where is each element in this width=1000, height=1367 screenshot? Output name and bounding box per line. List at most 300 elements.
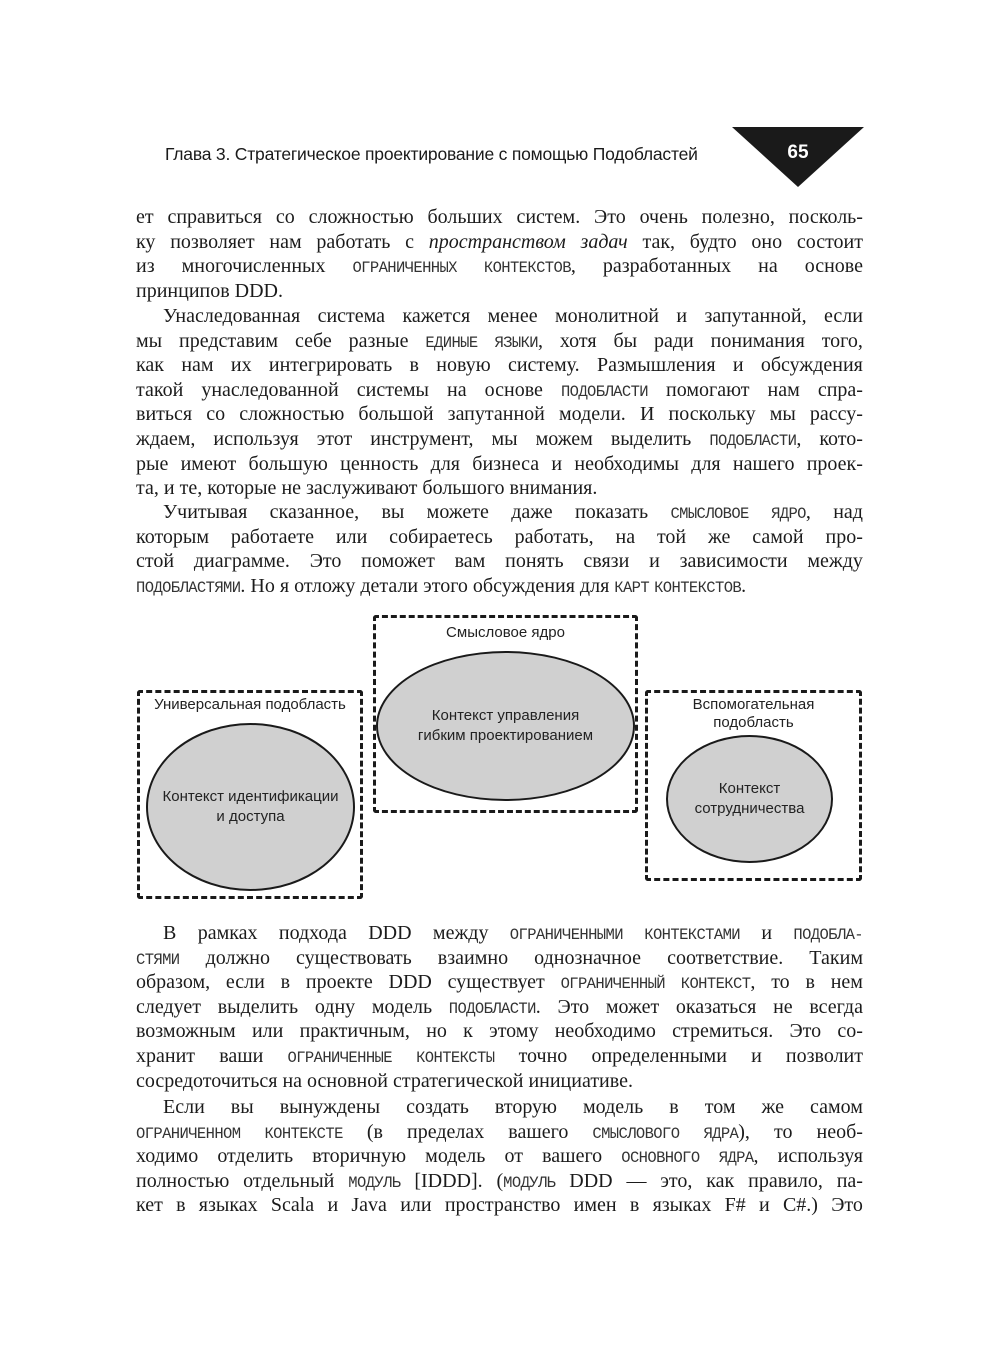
word: Но [250,574,275,597]
word: Это [789,1020,822,1043]
word: стратегической [392,1069,524,1092]
word: или [400,1194,432,1217]
word: образом, [136,971,211,994]
word: на [758,255,778,278]
word: отдельный [243,1169,335,1192]
text-line [136,574,863,599]
word: основе [804,255,863,278]
word: ОГРАНИЧЕННОМ [136,1124,241,1143]
word: и [551,452,563,475]
text-line [136,500,863,525]
word: стремиться. [672,1020,774,1043]
text-line [136,452,863,477]
word: Учитывая [163,501,248,523]
word: для [691,452,721,475]
word: взаимно [437,946,509,969]
word: больших [427,206,503,228]
text-line [136,1069,863,1094]
word: вашего [508,1120,569,1143]
text-line [136,921,863,946]
word: вы [381,501,405,523]
word: нам [181,354,214,377]
word: как [706,1169,735,1192]
word: той [656,525,687,548]
word: в [629,1194,640,1217]
word: рые [136,452,169,475]
paragraph [136,921,863,1093]
word: понять [505,550,564,573]
word: позволит [785,1044,863,1067]
word: СТЯМИ [136,950,180,969]
word: можете [426,501,489,523]
word: систему. [507,354,580,377]
word: виться [136,403,193,426]
word: в [805,971,815,994]
word: многочисленных [181,255,326,278]
word: внимания. [509,477,598,500]
word: КОНТЕКСТОВ, [483,255,576,278]
word: СМЫСЛОВОЕ [670,505,749,523]
word: разные [348,329,409,352]
word: ПОДОБЛА- [793,926,863,944]
word: рамках [197,922,258,944]
word: посколь- [788,206,863,228]
word: полезно, [701,206,775,228]
word: определенными [591,1044,727,1067]
word: КОНТЕКСТОВ. [654,574,747,597]
word: спра- [817,378,863,401]
word: Размышления [596,354,716,377]
word: если [225,971,265,994]
word: систем. [516,206,581,228]
text-line [136,353,863,378]
word: ПОДОБЛАСТЯМИ. [136,574,246,597]
word: существовать [296,946,412,969]
word: модель [425,1145,486,1168]
word: к [463,1020,473,1043]
word: этот [316,427,353,450]
word: бизнеса [472,452,540,475]
word: обсуждения [472,574,575,597]
word: пространством [428,230,566,253]
word: и [759,1194,770,1217]
word: КАРТ [614,578,650,597]
word: нам [767,378,800,401]
word: кото- [819,427,863,450]
word: бы [613,329,638,352]
word: необ- [816,1120,863,1143]
word: ОГРАНИЧЕННЫЕ [287,1048,392,1067]
text-line [136,205,863,230]
word: ЯДРА), [703,1120,750,1143]
bounded-context-label: Контекст сотрудничества [694,780,805,817]
word: задач [580,230,628,253]
word: хранит [136,1044,196,1067]
word: оказаться [675,995,757,1018]
word: и [676,305,688,327]
word: для [579,574,610,597]
supporting-subdomain-label: Вспомогательная подобласть [692,696,815,731]
word: или [335,525,368,548]
word: ради [654,329,694,352]
text-line [136,1019,863,1044]
text-line [136,549,863,574]
running-head-title: Глава 3. Стратегическое проектирование с помощью Подобластей [165,144,698,164]
word: необходимы [574,452,679,475]
word: ЯЗЫКИ, [494,329,543,352]
word: как [136,354,165,377]
word: и [751,1044,762,1067]
word: системы [356,378,429,401]
word: основе [484,378,543,401]
word: мы [769,403,796,426]
word: ЯДРО, [771,501,811,523]
word: со [206,403,226,426]
word: сказанное, [269,501,360,523]
word: но [426,1020,447,1043]
text-line [136,1193,863,1218]
word: в [409,354,419,377]
word: проек- [806,452,863,475]
word: Таким [809,946,863,969]
paragraph [136,500,863,598]
word: с [405,230,415,253]
word: модели. [558,403,626,426]
word: [IDDD]. [414,1169,483,1192]
word: работать, [514,525,594,548]
word: инструмент, [370,427,474,450]
word: ждаем, [136,427,196,450]
word: DDD [569,1169,613,1192]
word: это, [660,1169,693,1192]
word: рассу- [809,403,863,426]
word: правило, [748,1169,823,1192]
word: разработанных [602,255,732,278]
word: КОНТЕКСТЕ [264,1124,343,1143]
word: создать [406,1096,469,1118]
word: полностью [136,1169,230,1192]
word: будто [689,230,737,253]
word: ПОДОБЛАСТИ, [709,427,802,450]
word: том [704,1096,736,1118]
word: отложу [294,574,356,597]
word: ПОДОБЛАСТИ [560,382,648,401]
word: следует [136,995,201,1018]
word: ОСНОВНОГО [621,1149,700,1168]
word: языках [652,1194,712,1217]
word: имеют [180,452,237,475]
text-line [136,946,863,971]
text-line [136,329,863,354]
word: ПОДОБЛАСТИ. [448,995,541,1018]
word: существует [447,971,545,994]
word: вы [230,1096,254,1118]
word: МОДУЛЬ [348,1173,401,1192]
word: собираетесь [389,525,493,548]
word: представим [179,329,279,352]
word: должно [205,946,270,969]
word: нем [830,971,863,994]
word: состоит [796,230,863,253]
word: которые [207,477,277,500]
word: монолитной [555,305,659,327]
word: ОГРАНИЧЕННЫЙ [560,975,665,994]
word: (в [366,1120,383,1143]
word: выделить [610,427,692,450]
word: КОНТЕКСТАМИ [644,926,740,944]
word: модель [371,995,433,1018]
bounded-context-label: Контекст идентификации и доступа [162,788,339,825]
word: и [649,550,660,573]
word: не [773,995,793,1018]
word: модель [583,1096,644,1118]
word: принципов [136,279,230,302]
word: со- [837,1020,863,1043]
word: запутанной, [704,305,807,327]
word: подхода [278,922,347,944]
word: стой [136,550,175,573]
word: инициативе. [528,1069,633,1092]
page-number: 65 [787,142,809,163]
word: унаследованной [201,378,339,401]
word: КОНТЕКСТЫ [416,1048,495,1067]
word: этого [423,574,468,597]
word: может [605,995,660,1018]
text-line [136,995,863,1020]
text-line [136,378,863,403]
text-line [136,1095,863,1120]
word: даже [511,501,553,523]
word: в [669,1096,679,1118]
text-line [136,304,863,329]
word: в [280,971,291,994]
text-line [136,402,863,427]
supporting-subdomain-box [645,690,862,881]
word: заслуживают [306,477,418,500]
word: между [807,550,863,573]
text-line [136,279,863,304]
paragraph [136,304,863,501]
text-line [136,1144,863,1169]
word: Это [309,550,342,573]
word: запутанной [447,403,545,426]
word: зависимости [679,550,788,573]
word: СМЫСЛОВОГО [592,1124,680,1143]
word: интегрировать [268,354,393,377]
word: сложностью [308,206,414,228]
word: Это [831,1194,863,1217]
word: большого [422,477,505,500]
word: ЕДИНЫЕ [425,333,478,352]
word: DDD. [234,279,284,302]
text-line [136,476,863,501]
word: система [317,305,386,327]
word: или [251,1020,284,1043]
word: обсуждения [760,354,863,377]
word: большой [358,403,434,426]
word: такой [136,378,184,401]
word: вашего [542,1145,603,1168]
text-line [136,970,863,995]
word: от [504,1145,523,1168]
word: ходимо [136,1145,199,1168]
word: того, [821,329,863,352]
word: между [432,922,489,944]
word: имен [573,1194,617,1217]
word: в [176,1194,186,1217]
text-line [136,230,863,255]
word: F# [724,1194,746,1217]
word: кажется [402,305,471,327]
generic-subdomain-context-ellipse [146,723,355,891]
word: на [446,378,467,401]
word: и [732,354,744,377]
text-line [136,254,863,279]
word: я [279,574,290,597]
word: вторую [494,1096,557,1118]
text-line [136,1169,863,1194]
word: над [833,501,863,523]
word: детали [360,574,419,597]
word: возможным [136,1020,236,1043]
word: самой [752,525,804,548]
word: вам [454,550,486,573]
generic-subdomain-box [137,690,363,899]
word: КОНТЕКСТ, [680,971,756,994]
word: Это [557,995,590,1018]
word: помогают [666,378,750,401]
word: Если [163,1096,205,1118]
word: работаете [230,525,315,548]
word: показать [575,501,649,523]
word: DDD [368,922,412,944]
word: точно [518,1044,568,1067]
word: используя [777,1145,863,1168]
core-domain-label: Смысловое ядро [446,624,565,641]
word: на [282,1069,303,1092]
word: работать [316,230,391,253]
word: Java [351,1194,387,1217]
word: однозначное [534,946,642,969]
word: одну [314,995,356,1018]
supporting-subdomain-context-ellipse [666,735,833,863]
word: нам [269,230,302,253]
paragraph [136,205,863,303]
word: отделить [217,1145,294,1168]
word: основной [307,1069,388,1092]
core-domain-box [373,615,638,813]
word: пределах [407,1120,485,1143]
word: и [761,922,773,944]
word: Scala [270,1194,315,1217]
word: так, [642,230,676,253]
word: ОГРАНИЧЕННЫХ [352,259,457,278]
word: мы [491,427,518,450]
word: самом [809,1096,863,1118]
word: поскольку [668,403,756,426]
word: и [327,1194,339,1217]
word: ваши [219,1044,264,1067]
word: очень [639,206,688,228]
bounded-context-label: Контекст управления гибким проектированием [417,707,594,744]
word: можем [535,427,593,450]
word: ОГРАНИЧЕННЫМИ [509,926,623,944]
word: понимания [710,329,805,352]
word: большую [248,452,328,475]
word: ЯДРА, [718,1145,759,1168]
text-line [136,1120,863,1145]
word: необходимо [554,1020,656,1043]
word: их [230,354,252,377]
word: ку [136,230,156,253]
word: те, [179,477,203,500]
word: выделить [217,995,299,1018]
word: поможет [361,550,435,573]
word: справиться [167,206,263,228]
word: если [824,305,863,327]
word: практичным, [299,1020,410,1043]
word: сосредоточиться [136,1069,278,1092]
generic-subdomain-label: Универсальная подобласть [154,696,346,713]
word: па- [836,1169,863,1192]
word: C#.) [782,1194,818,1217]
paragraph [136,1095,863,1218]
word: со [275,206,295,228]
word: ценность [340,452,419,475]
word: хотя [559,329,597,352]
word: новую [436,354,491,377]
word: языках [198,1194,258,1217]
word: менее [487,305,538,327]
word: та, [136,477,159,500]
word: проекте [305,971,373,994]
word: не [281,477,302,500]
word: же [761,1096,784,1118]
word: то [771,971,790,994]
word: Это [594,206,626,228]
word: И [639,403,655,426]
word: оно [751,230,783,253]
word: используя [213,427,299,450]
word: всегда [809,995,863,1018]
word: сложностью [239,403,345,426]
word: вынуждены [279,1096,381,1118]
word: (МОДУЛЬ [496,1169,556,1192]
word: себе [294,329,332,352]
word: для [430,452,460,475]
word: соответствие. [667,946,784,969]
core-domain-context-ellipse [376,651,635,801]
word: нашего [732,452,795,475]
word: про- [825,525,863,548]
text-line [136,525,863,550]
text-line [136,1044,863,1069]
word: связи [583,550,630,573]
word: этому [489,1020,539,1043]
word: мы [136,329,163,352]
word: которым [136,525,210,548]
word: на [615,525,636,548]
word: пространство [444,1194,561,1217]
word: же [707,525,731,548]
word: ет [136,206,154,228]
word: В [163,922,177,944]
word: позволяет [170,230,255,253]
text-line [136,427,863,452]
word: кет [136,1194,163,1217]
word: — [626,1169,647,1192]
word: то [773,1120,793,1143]
